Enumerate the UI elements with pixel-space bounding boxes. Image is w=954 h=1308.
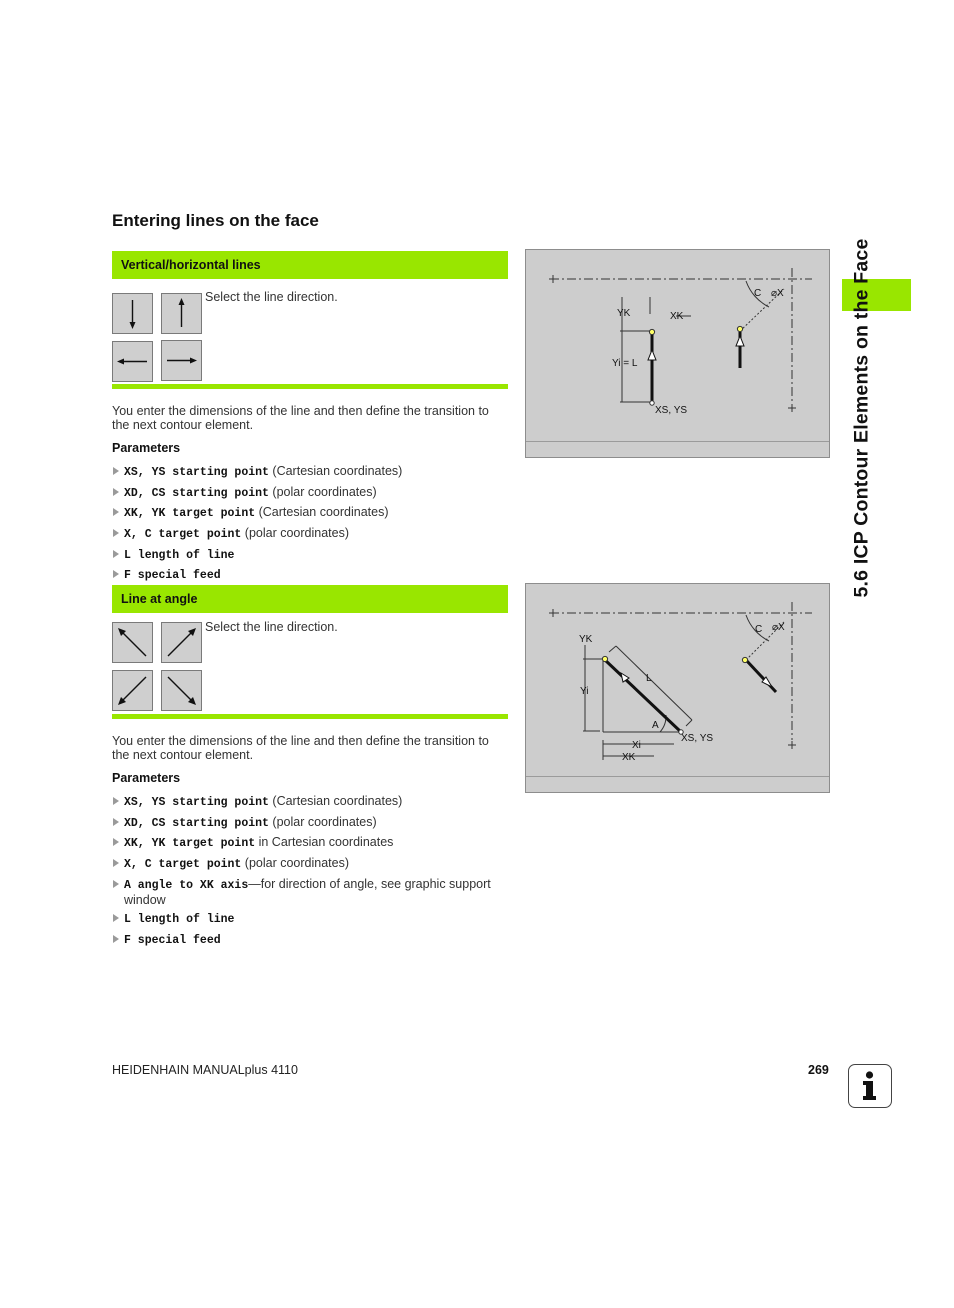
button-arrow-right[interactable] [161, 340, 202, 381]
label-xs-ys: XS, YS [681, 733, 714, 744]
label-x: ⌀X [772, 622, 785, 633]
vertical-horizontal-lines-bar: Vertical/horizontal lines [112, 251, 508, 279]
bullet-triangle-icon [113, 529, 119, 537]
intro-paragraph: You enter the dimensions of the line and then define the transition to the next contour element. [112, 404, 489, 432]
vertical-line-diagram [526, 250, 829, 457]
info-icon-glyph [849, 1065, 890, 1106]
label-xk: XK [670, 311, 684, 322]
arrow-down-left-icon [113, 671, 152, 710]
chapter-side-title-text: 5.6 ICP Contour Elements on the Face [850, 238, 873, 598]
param-code: XS, YS starting point [124, 796, 269, 809]
parameters-heading: Parameters [112, 441, 181, 455]
bullet-triangle-icon [113, 859, 119, 867]
param-code: F special feed [124, 569, 221, 583]
list-item [112, 932, 508, 948]
param-desc: in Cartesian coordinates [255, 835, 394, 850]
parameter-list [112, 464, 508, 588]
figure-status-divider [526, 441, 829, 442]
label-l: L [646, 673, 652, 684]
button-arrow-left[interactable] [112, 341, 153, 382]
figure-status-divider [526, 776, 829, 777]
block-divider [112, 384, 508, 389]
param-desc: (polar coordinates) [241, 526, 350, 541]
param-code: XD, CS starting point [124, 816, 269, 830]
param-code: L length of line [124, 548, 235, 562]
list-item [112, 526, 508, 542]
bullet-triangle-icon [113, 570, 119, 578]
param-code: XK, YK target point [124, 507, 256, 521]
param-code: XS, YS starting point [124, 466, 269, 479]
button-arrow-up-left[interactable] [112, 622, 153, 663]
list-item [112, 567, 508, 583]
bullet-triangle-icon [113, 818, 119, 826]
graphic-support-window-angle [525, 583, 830, 793]
label-xs-ys: XS, YS [655, 405, 688, 416]
info-icon [848, 1064, 892, 1108]
label-c: C [755, 624, 763, 635]
bullet-triangle-icon [113, 914, 119, 922]
param-code: XK, YK target point [124, 837, 256, 851]
bullet-triangle-icon [113, 797, 119, 805]
bullet-triangle-icon [113, 880, 119, 888]
select-direction-hint: Select the line direction. [205, 290, 338, 304]
arrow-up-right-icon [162, 623, 201, 662]
block-divider [112, 714, 508, 719]
list-item [112, 911, 508, 927]
param-desc: (Cartesian coordinates) [268, 794, 403, 808]
list-item [112, 464, 508, 480]
label-yk: YK [617, 308, 631, 319]
list-item [112, 505, 508, 521]
label-yk: YK [579, 634, 593, 645]
label-a: A [652, 720, 659, 731]
arrow-up-icon [162, 294, 201, 333]
section-heading: Entering lines on the face [112, 211, 319, 230]
parameter-list [112, 794, 508, 953]
label-c: C [754, 288, 762, 299]
bullet-triangle-icon [113, 838, 119, 846]
param-desc: (polar coordinates) [268, 814, 377, 829]
list-item [112, 815, 508, 831]
page-number: 269 [808, 1063, 829, 1077]
label-yi: Yi [580, 686, 589, 697]
arrow-left-icon [113, 342, 152, 381]
param-desc: (Cartesian coordinates) [255, 505, 389, 520]
footer-product-name: HEIDENHAIN MANUALplus 4110 [112, 1063, 298, 1077]
button-arrow-up-right[interactable] [161, 622, 202, 663]
arrow-down-icon [113, 294, 152, 333]
arrow-right-icon [162, 341, 201, 380]
param-desc: (Cartesian coordinates) [268, 464, 403, 478]
arrow-down-right-icon [162, 671, 201, 710]
param-code: XD, CS starting point [124, 486, 269, 500]
param-desc: —for direction of angle, see graphic support window [124, 876, 491, 907]
list-item [112, 877, 508, 907]
parameters-heading: Parameters [112, 771, 181, 785]
bullet-triangle-icon [113, 488, 119, 496]
label-xi: Xi [632, 740, 641, 751]
list-item [112, 547, 508, 563]
param-code: X, C target point [124, 858, 242, 872]
bullet-triangle-icon [113, 467, 119, 475]
bullet-triangle-icon [113, 550, 119, 558]
bullet-triangle-icon [113, 935, 119, 943]
select-direction-hint: Select the line direction. [205, 620, 338, 634]
graphic-support-window-vertical [525, 249, 830, 458]
param-code: A angle to XK axis [124, 878, 249, 892]
param-desc: (polar coordinates) [268, 484, 377, 499]
bullet-triangle-icon [113, 508, 119, 516]
arrow-up-left-icon [113, 623, 152, 662]
button-arrow-down-right[interactable] [161, 670, 202, 711]
param-code: F special feed [124, 934, 221, 948]
angle-line-diagram [526, 584, 829, 792]
button-arrow-down-left[interactable] [112, 670, 153, 711]
param-desc: (polar coordinates) [241, 856, 350, 871]
intro-paragraph: You enter the dimensions of the line and then define the transition to the next contour element. [112, 734, 489, 762]
list-item [112, 835, 508, 851]
button-arrow-up[interactable] [161, 293, 202, 334]
label-xk: XK [622, 752, 636, 763]
list-item [112, 794, 508, 810]
param-code: X, C target point [124, 528, 242, 542]
line-at-angle-bar: Line at angle [112, 585, 508, 613]
label-x: ⌀X [771, 288, 784, 299]
label-yi: Yi = L [612, 358, 638, 369]
param-code: L length of line [124, 913, 235, 927]
button-arrow-down[interactable] [112, 293, 153, 334]
list-item [112, 856, 508, 872]
list-item [112, 485, 508, 501]
